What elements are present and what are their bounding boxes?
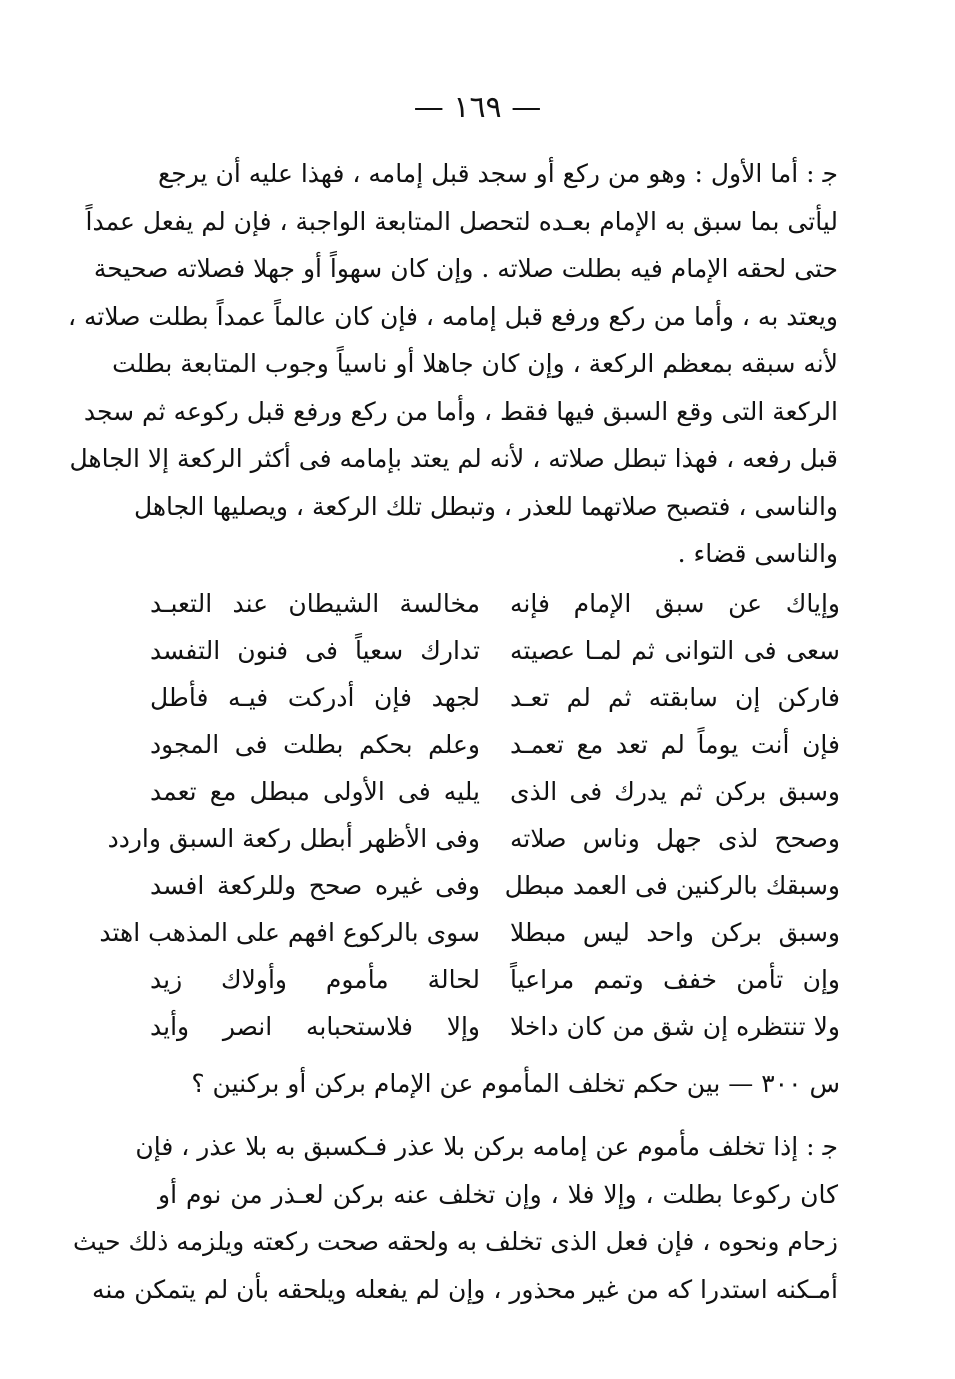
poem-verse [150,721,840,768]
verse-first-hemistich: سعى فى التوانى ثم لمـا عصيته [510,636,840,665]
poem [99,580,840,1050]
poem-verse [150,956,840,1003]
text-line: والناسى قضاء . [677,539,838,568]
verse-second-hemistich: تدارك سعياً فى فنون التفسد [150,636,480,665]
verse-second-hemistich: لجهد فإن أدركت فيـه فأطل [150,683,480,712]
text-line: قبل رفعه ، فهذا تبطل صلاته ، لأنه لم يعتد بإمامه فى أكثر الركعة إلا الجاهل [69,444,838,473]
page-number: — ١٦٩ — [413,90,542,125]
poem-verse [150,768,840,815]
verse-second-hemistich: سوى بالركوع افهم على المذهب اهتد [99,918,480,947]
verse-first-hemistich: فإن أنت يوماً لم تعد مع تعمـد [510,730,840,759]
text-line: زحام ونحوه ، فإن فعل الذى تخلف به ولحقه صحت ركعته ويلزمه ذلك حيث [73,1227,838,1256]
text-line: لأنه سبقه بمعظم الركعة ، وإن كان جاهلا أو ناسياً وجوب المتابعة بطلت [112,349,838,378]
poem-verse [99,909,840,956]
verse-first-hemistich: ولا تنتظره إن شق من كان داخلا [510,1012,840,1041]
text-line: ﺟ : أما الأول : وهو من ركع أو سجد قبل إمامه ، فهذا عليه أن يرجع [158,159,838,188]
poem-verse [150,627,840,674]
verse-second-hemistich: وفى الأظهر أبطل ركعة السبق واردد [107,824,480,853]
verse-second-hemistich: وفى غيره صحح وللركعة افسد [150,871,480,900]
verse-second-hemistich: يليه فى الأولى مبطل مع تعمد [150,777,480,806]
text-line: الركعة التى وقع السبق فيها فقط ، وأما من ركع ورفع قبل ركوعه ثم سجد [83,396,838,426]
poem-verse [150,580,840,627]
text-line: ويعتد به ، وأما من ركع ورفع قبل إمامه ، فإن كان عالماً عمداً بطلت صلاته ، [67,301,838,331]
answer-paragraph-2 [73,1123,838,1313]
text-line: والناسى ، فتصبح صلاتهما للعذر ، وتبطل تلك الركعة ، ويصليها الجاهل [133,491,838,521]
question-heading: س ٣٠٠ — بين حكم تخلف المأموم عن الإمام بركن أو بركنين ؟ [191,1069,840,1098]
text-line: كان ركوعا بطلت ، وإلا فلا ، وإن تخلف عنه بركن لعـذر من نوم أو [158,1179,838,1209]
verse-second-hemistich: وعلم بحكم بطلت فى المجود [150,730,480,759]
verse-second-hemistich: مخالسة الشيطان عند التعبـد [150,589,480,618]
answer-paragraph-1 [67,150,838,578]
poem-verse [150,1003,840,1050]
text-line: ﺟ : إذا تخلف مأموم عن إمامه بركن بلا عذر فـكسبق به بلا عذر ، فإن [135,1132,838,1161]
verse-first-hemistich: وسبق بركن ثم يدرك فى الذى [510,777,840,806]
verse-second-hemistich: لحالة مأموم وأولاك زيد [150,965,480,994]
verse-first-hemistich: وإياك عن سبق الإمام فإنه [510,589,840,618]
verse-first-hemistich: وسبق بركن واحد ليس مبطلا [510,918,840,947]
text-line: أمـكنه استدرا كه من غير محذور ، وإن لم يفعله ويلحقه بأن لم يتمكن منه [91,1274,838,1304]
poem-verse [150,674,840,721]
verse-first-hemistich: فاركن إن سابقته ثم لم تعـد [510,683,840,712]
verse-first-hemistich: وسبقك بالركنين فى العمد مبطل [504,871,840,900]
verse-first-hemistich: وإن تأمن خفف وتمم مراعياً [510,965,840,994]
text-line: حتى لحقه الإمام فيه بطلت صلاته . وإن كان سهواً أو جهلا فصلاته صحيحة [93,254,838,283]
poem-verse [107,815,840,862]
verse-second-hemistich: وإلا فلاستحبابه انصر وأيد [150,1012,480,1041]
verse-first-hemistich: وصحح لذى جهل وناس صلاته [510,824,840,853]
poem-verse [150,862,840,909]
text-line: ليأتى بما سبق به الإمام بعـده لتحصل المتابعة الواجبة ، فإن لم يفعل عمداً [85,206,838,236]
